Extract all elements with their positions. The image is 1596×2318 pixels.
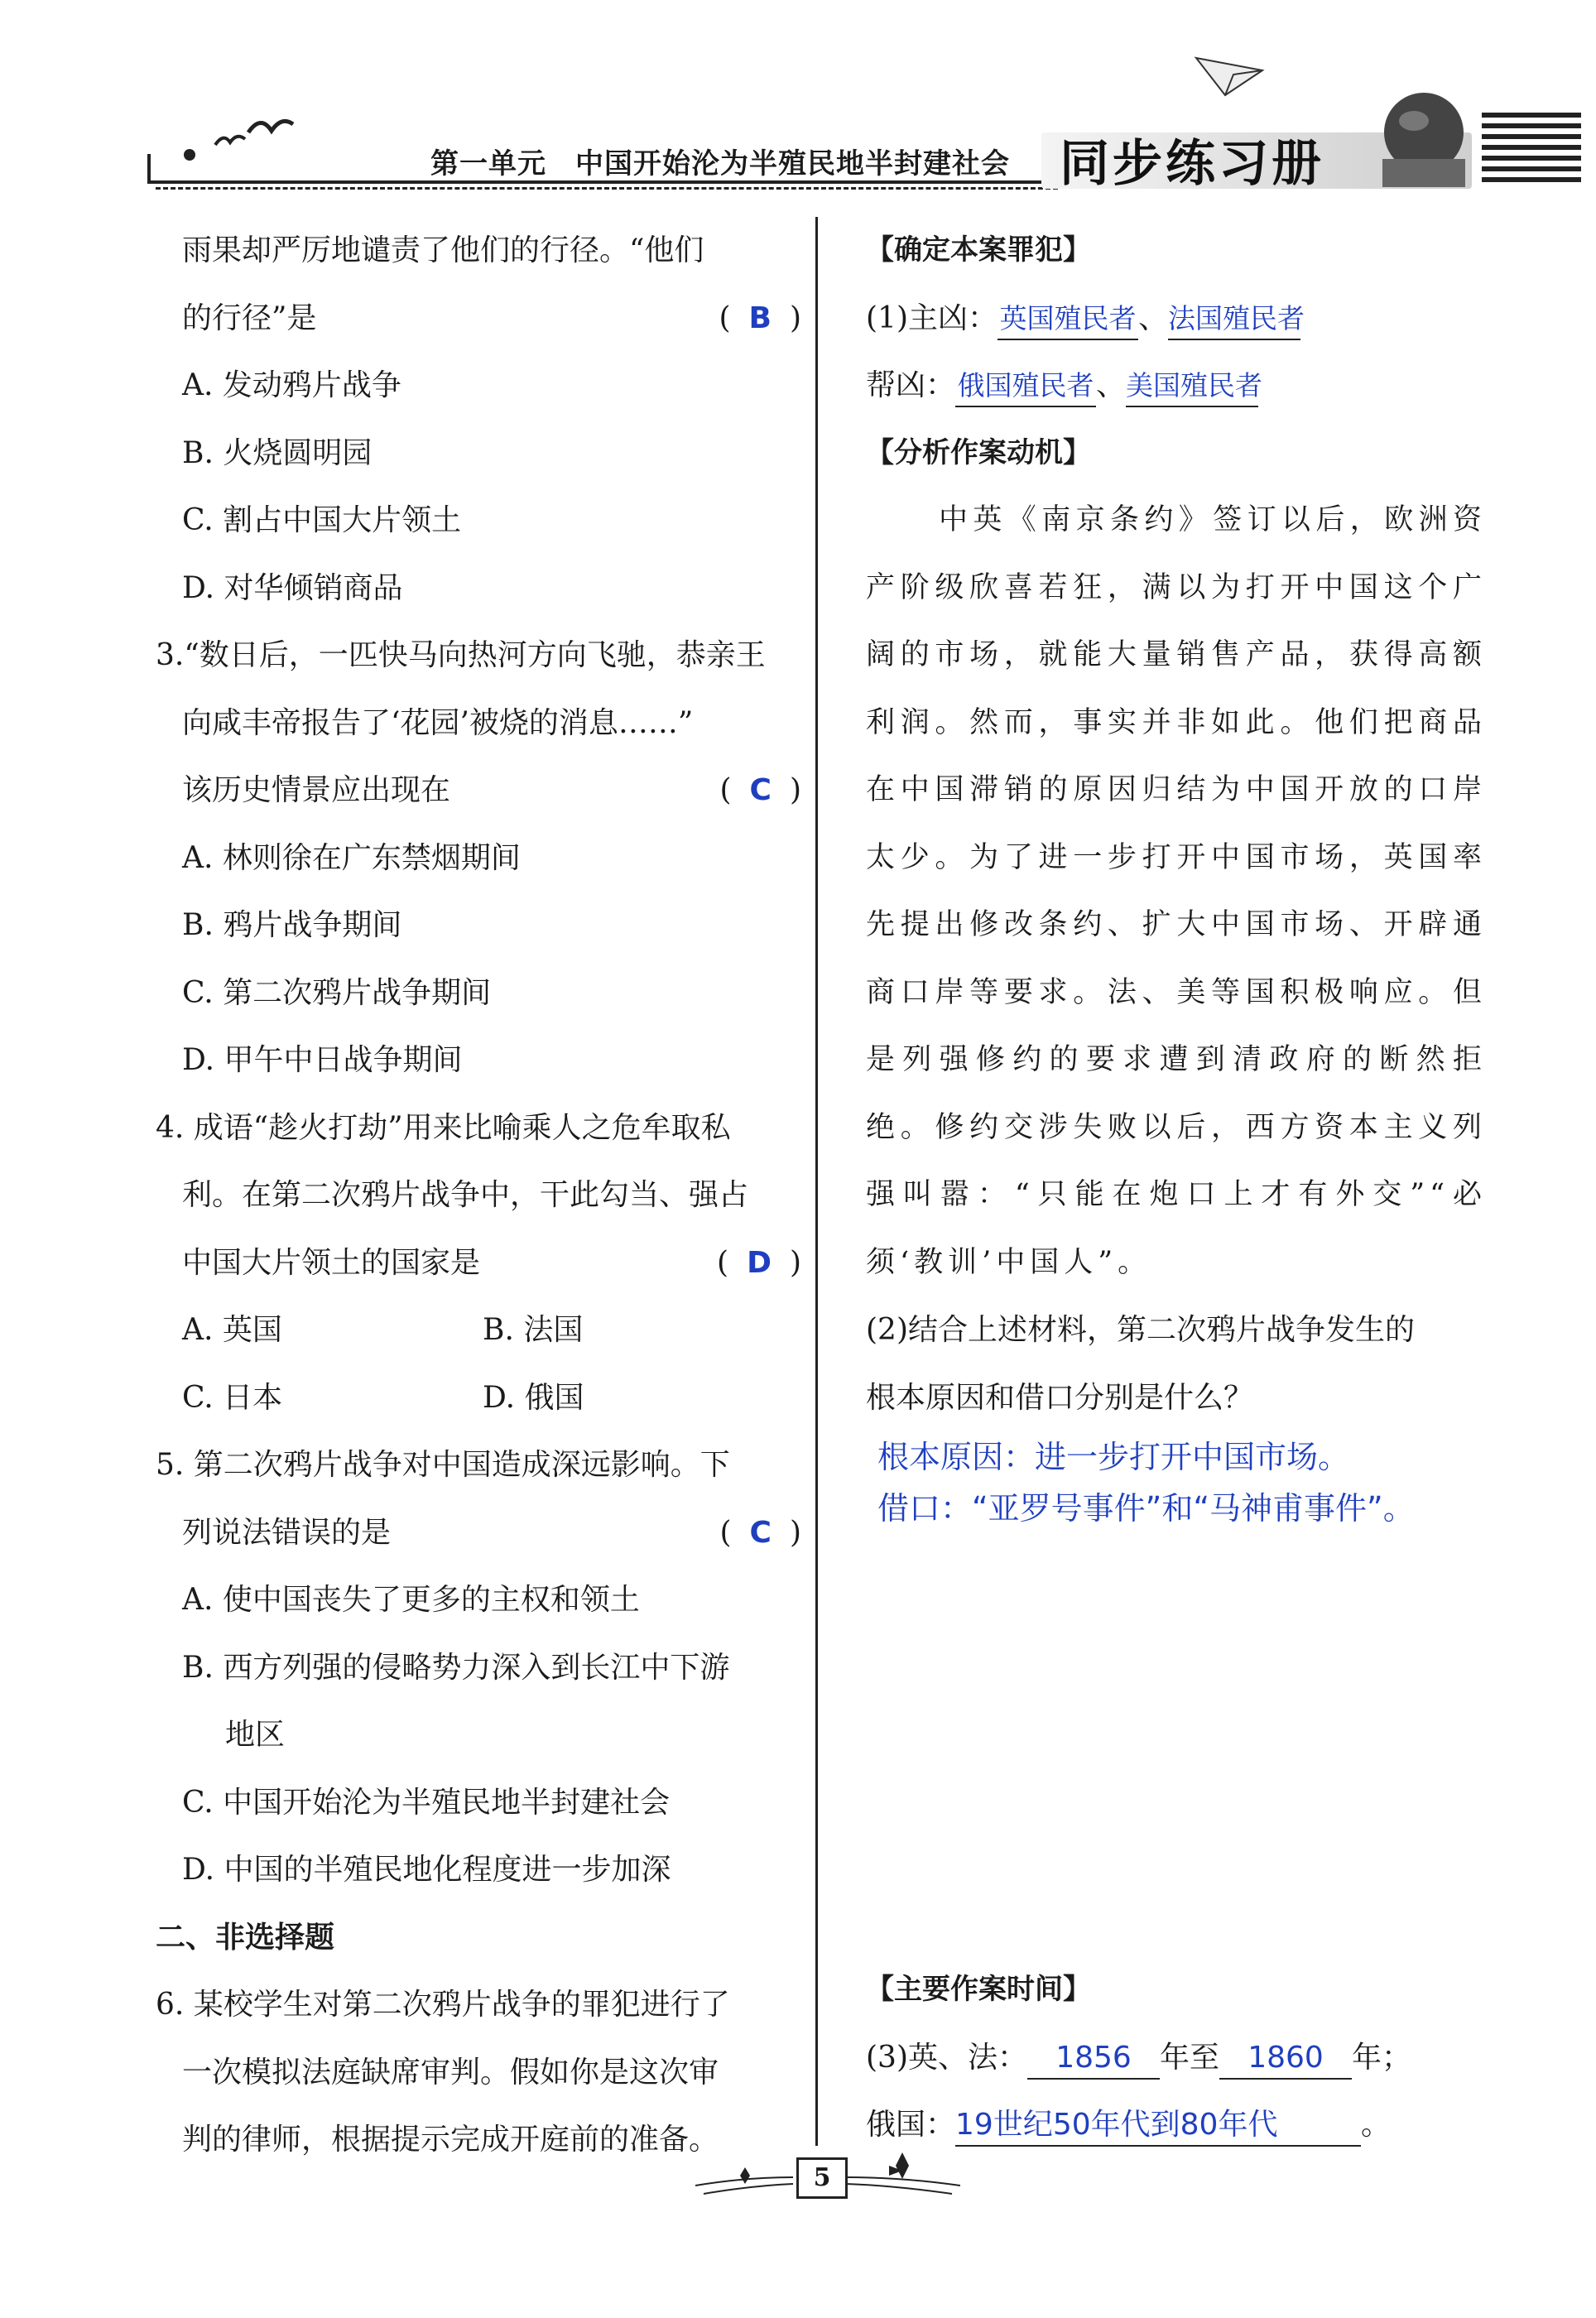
q4-options-row1 [156,1296,801,1364]
q4-option-a: A. 英国 [182,1313,282,1347]
heading-motive: 【分析作案动机】 [866,435,1091,469]
q3-answer-bracket: ( C ) [719,773,801,807]
q3-year-end: 1860 [1219,2038,1352,2080]
q3-option-a: A. 林则徐在广东禁烟期间 [182,840,521,875]
header-stripes [1482,113,1581,195]
q3-option-c: C. 第二次鸦片战争期间 [182,975,492,1010]
q6-stem-line1: 6. 某校学生对第二次鸦片战争的罪犯进行了 [156,1988,730,2022]
principal-separator: 、 [1138,301,1169,335]
q3-answer: C [749,773,772,807]
q6-stem-line2: 一次模拟法庭缺席审判。假如你是这次审 [182,2055,719,2090]
q4-stem-line2: 利。在第二次鸦片战争中，干此勾当、强占 [182,1178,749,1212]
q3-stem-line1: 3.“数日后，一匹快马向热河方向飞驰，恭亲王 [156,638,766,672]
unit-title: 第一单元 中国开始沦为半殖民地半封建社会 [430,147,1010,180]
q3-russia-end: 。 [1361,2108,1392,2142]
q3-prefix: (3)英、法： [866,2040,1027,2075]
page-number: 5 [796,2157,848,2199]
accomplice-row [866,352,1487,420]
answer-space [866,1534,1487,1956]
q5-stem-line1: 5. 第二次鸦片战争对中国造成深远影响。下 [156,1448,730,1482]
q5-answer: C [749,1515,772,1550]
q3-option-d: D. 甲午中日战争期间 [182,1043,463,1077]
q4-stem-text: 中国大片领土的国家是 [182,1245,481,1280]
q2-answer: B [748,301,772,335]
q2-option-d: D. 对华倾销商品 [182,570,403,605]
q6-stem-line3: 判的律师，根据提示完成开庭前的准备。 [182,2123,719,2157]
q2-stem-end [156,285,801,353]
paper-plane-icon [1192,50,1267,99]
header-bracket [147,154,151,184]
q4-stem-line1: 4. 成语“趁火打劫”用来比喻乘人之危牟取私 [156,1110,731,1145]
q5-stem-end [156,1499,801,1567]
column-divider [815,217,818,2146]
q5-answer-bracket: ( C ) [719,1515,801,1550]
globe-figure-icon [1366,83,1473,190]
q2-option-a: A. 发动鸦片战争 [182,368,401,402]
principal-row [866,285,1487,353]
q2-option-c: C. 割占中国大片领土 [182,503,462,537]
heading-time: 【主要作案时间】 [866,1973,1091,2006]
principal-label: (1)主凶： [866,301,997,335]
q4-answer: D [747,1245,772,1280]
q5-option-b: B. 西方列强的侵略势力深入到长江中下游 [182,1650,730,1685]
book-title: 同步练习册 [1060,135,1324,193]
q4-stem-end [156,1229,801,1297]
header-dot [184,149,195,161]
q5-option-b-cont: 地区 [225,1718,286,1752]
principal-blank-2: 法国殖民者 [1168,299,1300,340]
page-header [0,0,1596,207]
right-column [866,217,1487,2159]
q3-stem-end [156,757,801,825]
principal-blank-1: 英国殖民者 [997,299,1138,340]
birds-icon [207,108,298,166]
page-footer [695,2144,960,2210]
q5-option-c: C. 中国开始沦为半殖民地半封建社会 [182,1785,671,1820]
left-column [156,217,801,2174]
q3-russia-label: 俄国： [866,2108,956,2142]
q4-options-row2 [156,1364,801,1432]
q2-continuation-line: 雨果却严厉地谴责了他们的行径。“他们 [182,233,704,267]
accomplice-blank-2: 美国殖民者 [1126,366,1258,407]
q4-option-c: C. 日本 [182,1380,283,1415]
header-dashed-rule [156,187,1058,190]
q3-time-row [866,2024,1487,2092]
material-paragraph: 中英《南京条约》签订以后，欧洲资产阶级欣喜若狂，满以为打开中国这个广阔的市场，就能大量销售产品，获得高额利润。然而，事实并非如此。他们把商品在中国滞销的原因归结为中国开放的口岸太少。为了进一步打开中国市场，英国率先提出修改条约、扩大中国市场、开辟通商口岸等要求。法、美等国积极响应。但是列强修约的要求遭到清政府的断然拒绝。修约交涉失败以后，西方资本主义列强叫嚣：“只能在炮口上才有外交”“必须‘教训’中国人”。 [866,503,1487,1279]
q4-answer-bracket: ( D ) [717,1245,801,1280]
q2-stem-text: 的行径”是 [182,301,317,335]
accomplice-separator: 、 [1096,368,1127,402]
heading-criminals: 【确定本案罪犯】 [866,233,1091,267]
answer-pretext: 借口：“亚罗号事件”和“马神甫事件”。 [877,1490,1415,1527]
q3-stem-line2: 向咸丰帝报告了‘花园’被烧的消息……” [182,705,694,740]
accomplice-blank-1: 俄国殖民者 [955,366,1096,407]
q4-option-b: B. 法国 [483,1313,584,1347]
q2-answer-bracket: ( B ) [719,301,801,335]
q2-subquestion-line1: (2)结合上述材料，第二次鸦片战争发生的 [866,1313,1415,1347]
answer-root-cause: 根本原因：进一步打开中国市场。 [877,1439,1350,1475]
q2-option-b: B. 火烧圆明园 [182,435,373,470]
q3-mid: 年至 [1160,2040,1220,2075]
q3-stem-text: 该历史情景应出现在 [182,773,451,807]
q3-suffix: 年； [1352,2040,1412,2075]
q3-russia-answer: 19世纪50年代到80年代 [955,2105,1361,2147]
section-heading-nonchoice: 二、非选择题 [156,1920,335,1955]
q5-stem-text: 列说法错误的是 [182,1515,392,1550]
q3-year-start: 1856 [1027,2038,1160,2080]
q4-option-d: D. 俄国 [483,1380,584,1415]
q5-option-d: D. 中国的半殖民地化程度进一步加深 [182,1853,671,1887]
q2-subquestion-line2: 根本原因和借口分别是什么？ [866,1380,1254,1415]
accomplice-label: 帮凶： [866,368,956,402]
q5-option-a: A. 使中国丧失了更多的主权和领土 [182,1583,640,1617]
q3-option-b: B. 鸦片战争期间 [182,908,402,942]
